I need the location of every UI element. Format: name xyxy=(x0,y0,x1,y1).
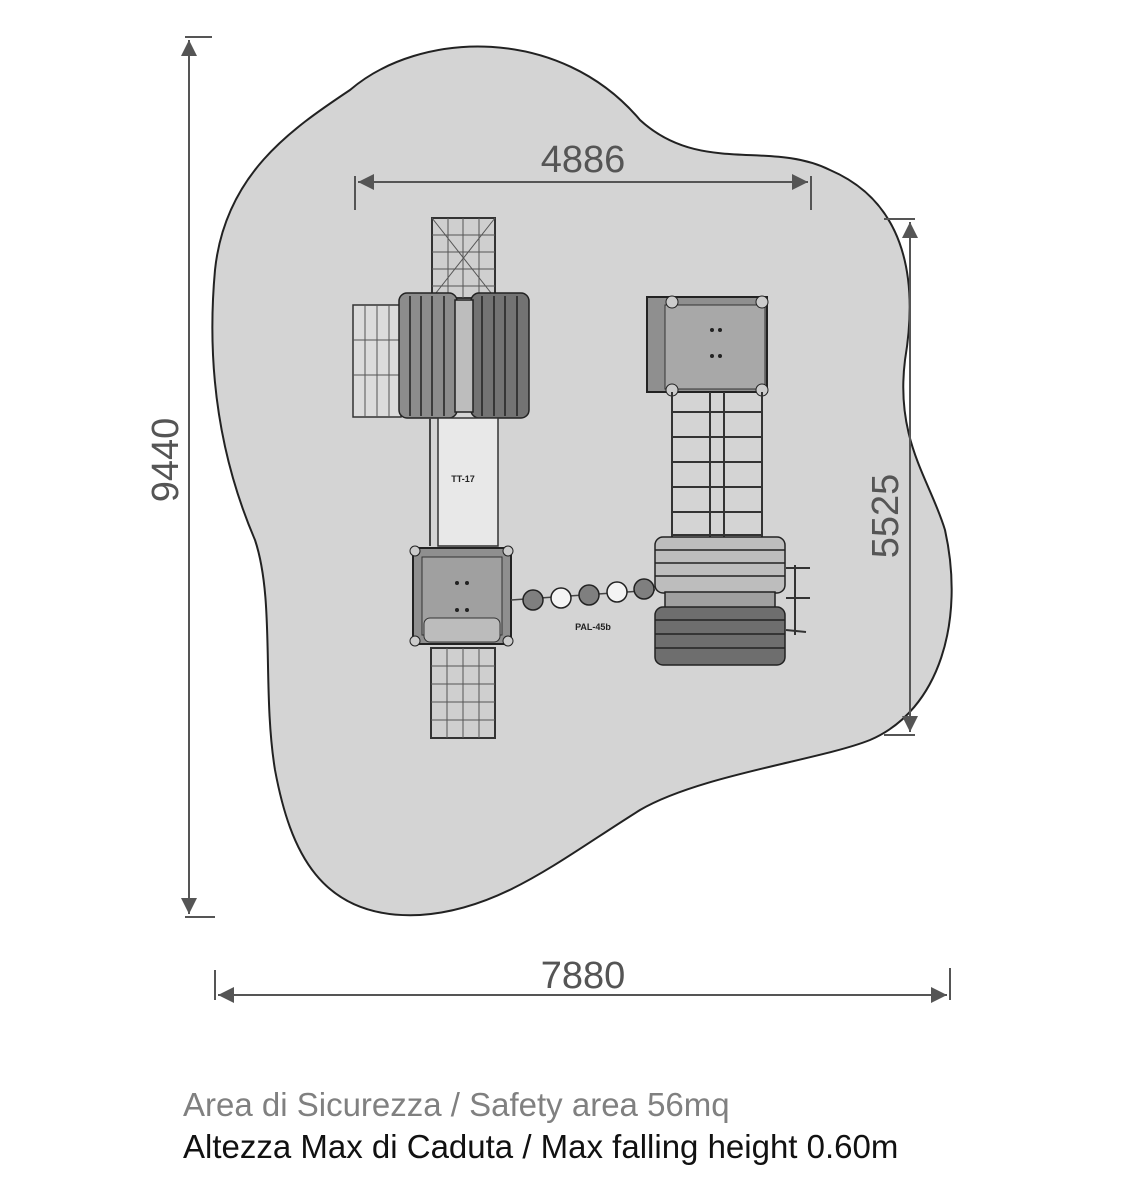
inner-height-label: 5525 xyxy=(865,473,908,559)
roll-barriers-left-tower xyxy=(399,293,529,418)
lower-platform xyxy=(410,546,513,646)
total-width-label: 7880 xyxy=(540,955,626,997)
side-panel-left xyxy=(353,305,401,417)
total-height-label: 9440 xyxy=(145,417,188,503)
safety-area-caption: Area di Sicurezza / Safety area 56mq xyxy=(183,1086,730,1123)
bridge-code-label: PAL-45b xyxy=(575,622,611,632)
max-fall-height-caption: Altezza Max di Caduta / Max falling height 0.60m xyxy=(183,1128,899,1165)
tower-code-label: TT-17 xyxy=(451,474,475,484)
tube-slide xyxy=(430,418,498,546)
dimension-total-height xyxy=(185,37,215,917)
top-climbing-net xyxy=(432,218,495,298)
roll-barriers-right-tower xyxy=(655,537,785,665)
inner-width-label: 4886 xyxy=(540,139,626,181)
upper-platform-right xyxy=(647,296,768,396)
bottom-climbing-net xyxy=(431,648,495,738)
